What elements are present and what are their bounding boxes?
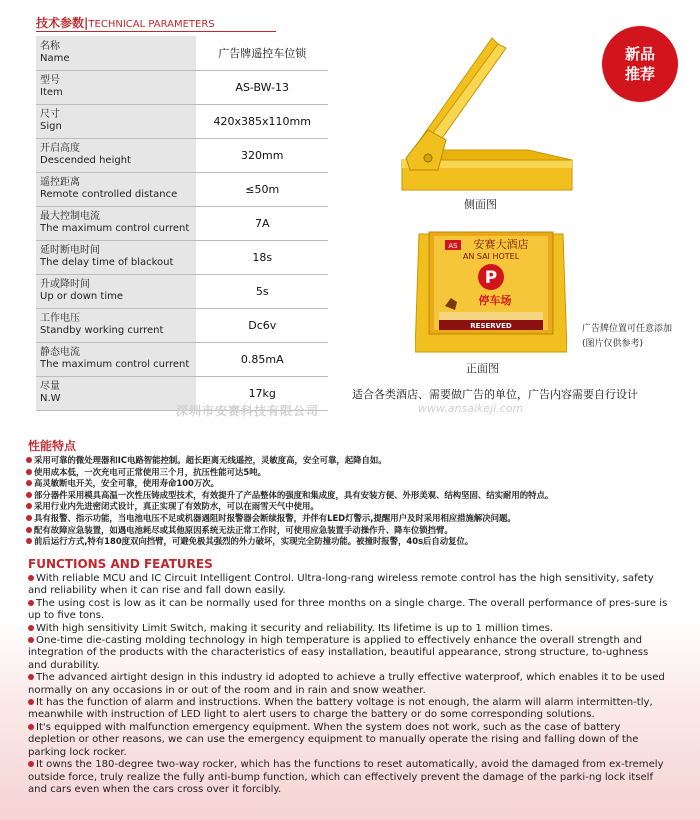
param-value: ≤50m — [196, 172, 328, 206]
new-product-badge — [602, 26, 678, 102]
param-label — [36, 376, 196, 410]
features-cn-list — [26, 455, 676, 548]
param-value: 0.85mA — [196, 342, 328, 376]
param-label — [36, 70, 196, 104]
param-label-cn: 型号 — [40, 75, 60, 86]
param-row — [36, 138, 328, 172]
feature-cn-item — [26, 478, 676, 490]
feature-cn-item-text: 部分器件采用模具高温一次性压铸成型技术，有效提升了产品整体的强度和集成度，具有安装方便、外形美观、结构坚固、结实耐用的特点。 — [34, 489, 554, 500]
features-en-title: FUNCTIONS AND FEATURES — [28, 557, 213, 571]
sign-hotel-en: AN SAI HOTEL — [462, 252, 520, 261]
feature-en-item — [28, 759, 668, 796]
front-note — [582, 322, 692, 352]
front-note-line2: (图片仅供参考) — [582, 339, 644, 349]
param-label-en: The maximum control current — [40, 359, 190, 370]
param-label-en: Up or down time — [40, 291, 124, 302]
param-row — [36, 274, 328, 308]
bullet-icon — [28, 724, 34, 730]
param-value: 420x385x110mm — [196, 104, 328, 138]
feature-en-item — [28, 623, 668, 635]
feature-cn-item-text: 配有故障应急装置，如遇电池耗尽或其他原因系统无法正常工作时，可使用应急装置手动操作升、降车位锁挡臂。 — [34, 524, 453, 535]
sign-parking-cn: 停车场 — [478, 294, 512, 307]
param-label-en: Descended height — [40, 155, 131, 166]
feature-cn-item-text: 使用成本低，一次充电可正常使用三个月，抗压性能可达5吨。 — [34, 466, 266, 477]
bullet-icon — [26, 515, 32, 521]
bullet-icon — [28, 674, 34, 680]
feature-en-item-text: It's equipped with malfunction emergency equipment. When the system does not work, such as the case of battery depletion or other reasons, we can use the emergency equipment to manually operate the rising and falling down of the parking lock rocker. — [28, 721, 639, 758]
feature-en-item — [28, 635, 668, 672]
features-en-list — [28, 573, 668, 796]
side-view-image — [398, 30, 578, 198]
param-label — [36, 308, 196, 342]
param-label-en: Item — [40, 87, 63, 98]
bullet-icon — [26, 469, 32, 475]
param-label-cn: 尽量 — [40, 381, 60, 392]
param-label-cn: 静态电流 — [40, 347, 80, 358]
badge-line2: 推荐 — [624, 65, 655, 83]
param-row — [36, 342, 328, 376]
feature-en-item-text: The using cost is low as it can be normally used for three months on a single charge. The overall performance of pres-sure is up to five tons. — [28, 597, 668, 622]
bullet-icon — [26, 538, 32, 544]
feature-cn-item-text: 具有报警、指示功能，当电池电压不足或机器遇阻时报警器会断续报警，并伴有LED灯警示,提醒用户及时采用相应措施解决问题。 — [34, 512, 516, 523]
bullet-icon — [28, 575, 34, 581]
feature-en-item — [28, 697, 668, 722]
param-label-cn: 开启高度 — [40, 143, 80, 154]
feature-cn-item — [26, 455, 676, 467]
param-value: 320mm — [196, 138, 328, 172]
watermark-url: www.ansaikeji.com — [418, 402, 524, 415]
front-view-caption: 正面图 — [466, 362, 499, 375]
param-row — [36, 36, 328, 70]
hotel-logo — [445, 240, 461, 250]
front-note-line1: 广告牌位置可任意添加 — [582, 324, 673, 334]
feature-en-item — [28, 573, 668, 598]
param-row — [36, 240, 328, 274]
param-label — [36, 342, 196, 376]
param-label-cn: 尺寸 — [40, 109, 60, 120]
param-label — [36, 104, 196, 138]
feature-cn-item — [26, 501, 676, 513]
bullet-icon — [26, 503, 32, 509]
feature-cn-item-text: 前后运行方式,特有180度双向挡臂，可避免极其强烈的外力破坏，实现完全防撞功能。被撞时报警，40s后自动复位。 — [34, 536, 474, 547]
param-value: 7A — [196, 206, 328, 240]
feature-cn-item — [26, 467, 676, 479]
title-en: TECHNICAL PARAMETERS — [88, 19, 215, 30]
bullet-icon — [28, 637, 34, 643]
param-label-cn: 工作电压 — [40, 313, 80, 324]
feature-cn-item — [26, 536, 676, 548]
bullet-icon — [28, 625, 34, 631]
param-label-en: Name — [40, 52, 70, 64]
params-table — [36, 36, 328, 411]
param-label-cn: 名称 — [40, 40, 60, 52]
bullet-icon — [28, 761, 34, 767]
bullet-icon — [26, 457, 32, 463]
feature-cn-item — [26, 513, 676, 525]
feature-cn-item-text: 采用行业内先进密闭式设计，真正实现了有效防水，可以在雨雪天气中使用。 — [34, 501, 319, 512]
param-row — [36, 104, 328, 138]
feature-en-item — [28, 722, 668, 759]
param-value: 17kg — [196, 376, 328, 410]
title-rule — [36, 31, 276, 32]
sign-reserved: RESERVED — [470, 322, 512, 330]
features-cn-title: 性能特点 — [28, 439, 77, 453]
section-title-technical — [36, 14, 215, 31]
ad-description: 适合各类酒店、需要做广告的单位，广告内容需要自行设计 — [352, 388, 638, 401]
param-label — [36, 206, 196, 240]
bullet-icon — [28, 699, 34, 705]
logo-text: AS — [448, 242, 458, 250]
bullet-icon — [26, 527, 32, 533]
param-value: Dc6v — [196, 308, 328, 342]
param-row — [36, 172, 328, 206]
param-row — [36, 70, 328, 104]
param-label — [36, 274, 196, 308]
sign-p-letter: P — [484, 268, 498, 288]
side-view-caption: 侧面图 — [464, 198, 497, 211]
feature-cn-item — [26, 525, 676, 537]
title-cn: 技术参数 — [36, 16, 85, 30]
param-value: 广告牌遥控车位锁 — [196, 36, 328, 70]
feature-en-item-text: The advanced airtight design in this industry id adopted to achieve a trully effective waterproof, which enables it to be used normally on any occasions in or out of the room and in rain and snow weather. — [28, 672, 665, 696]
param-value: AS-BW-13 — [196, 70, 328, 104]
feature-cn-item-text: 采用可靠的微处理器和IC电路智能控制。超长距离无线遥控，灵敏度高，安全可靠，起降自如。 — [34, 455, 387, 465]
param-label — [36, 172, 196, 206]
bullet-icon — [26, 480, 32, 486]
param-label-en: Sign — [40, 121, 62, 132]
param-row — [36, 206, 328, 240]
param-label — [36, 138, 196, 172]
param-label — [36, 240, 196, 274]
param-row — [36, 308, 328, 342]
bullet-icon — [28, 600, 34, 606]
feature-en-item-text: One-time die-casting molding technology in high temperature is applied to effectively enhance the overall strength and integration of the products with the characteristics of easy installation, beautiful appearance, strong structure, to-ughness and durability. — [28, 635, 649, 671]
param-label-cn: 最大控制电流 — [40, 211, 100, 222]
param-label-en: Remote controlled distance — [40, 189, 178, 200]
feature-en-item-text: It owns the 180-degree two-way rocker, which has the functions to reset automatically, avoid the damaged from ex-tremely outside force, truly realize the fully anti-bump function, which can effectively prevent the damage of the parki-ng lock itself and cars even when the cars cross over it forcibly. — [28, 759, 664, 795]
title-separator: | — [84, 16, 89, 30]
param-label-en: The maximum control current — [40, 223, 190, 234]
param-label-en: The delay time of blackout — [40, 257, 174, 268]
feature-en-item — [28, 672, 668, 697]
feature-en-item — [28, 598, 668, 623]
param-label — [36, 36, 196, 70]
sign-hotel-cn: 安赛大酒店 — [473, 238, 529, 251]
feature-en-item-text: With reliable MCU and IC Circuit Intelligent Control. Ultra-long-rang wireless remote control has the high sensitivity, safety and reliability when it can rise and fall down easily. — [28, 573, 654, 597]
param-label-en: Standby working current — [40, 325, 164, 336]
front-view-image — [415, 222, 567, 358]
param-label-cn: 遥控距离 — [40, 177, 80, 188]
badge-line1: 新品 — [624, 45, 655, 63]
feature-cn-item — [26, 490, 676, 502]
bullet-icon — [26, 492, 32, 498]
param-value: 5s — [196, 274, 328, 308]
feature-cn-item-text: 高灵敏断电开关，安全可靠，使用寿命100万次。 — [34, 478, 219, 489]
param-label-cn: 延时断电时间 — [40, 245, 100, 256]
feature-en-item-text: It has the function of alarm and instructions. When the battery voltage is not enough, the alarm will alarm intermitten-tly, meanwhile with instruction of LED light to alert users to charge the battery or do some corresponding solutions. — [28, 697, 653, 721]
param-value: 18s — [196, 240, 328, 274]
param-label-en: N.W — [40, 393, 61, 404]
watermark-company: 深圳市安赛科技有限公司 — [176, 404, 320, 418]
param-label-cn: 升或降时间 — [40, 279, 90, 290]
feature-en-item-text: With high sensitivity Limit Switch, making it security and reliability. Its lifetime is up to 1 million times. — [36, 622, 554, 634]
